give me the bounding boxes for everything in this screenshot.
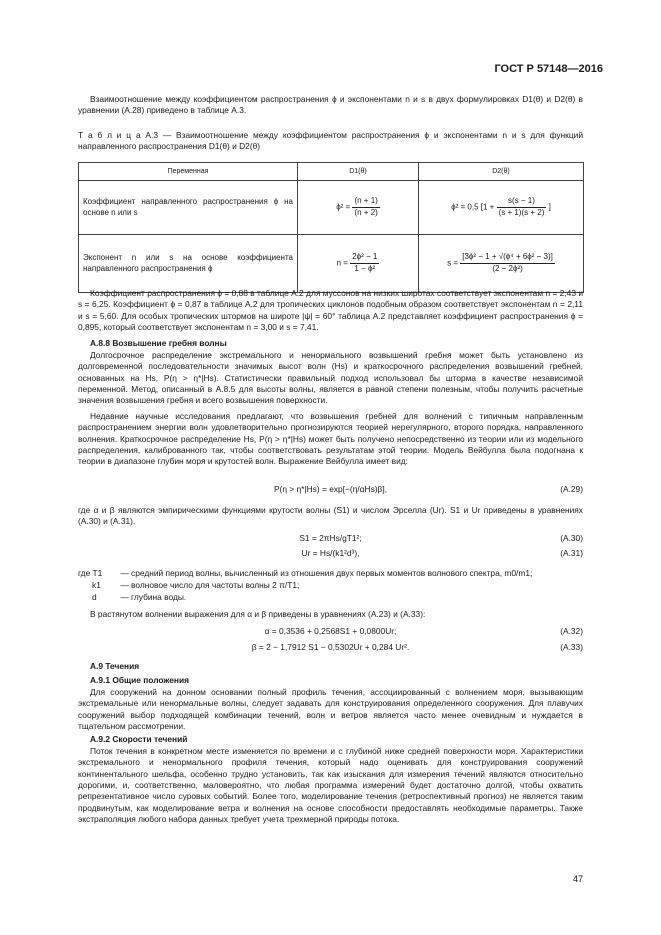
equation-formula: Ur = Hs/(k1²d³), xyxy=(301,548,360,558)
equation-formula: α = 0,3536 + 0,2568S1 + 0,0800Ur; xyxy=(264,626,397,636)
paragraph-a88-2: Недавние научные исследования предлагают, что возвышения гребней для волнений с типичным направленным распространением энергии волн удовлетворительно прогнозируются теорией нерегулярного, второго порядка, направленного волнения. Краткосрочное распределение Hs, P(η > η*|Hs) может быть получено непосредственно из теории или из модельного распределения, калиброванного так, чтобы соответствовать результатам этой теории. Модель Вейбулла была подогнана к теории в диапазоне глубин моря и крутостей волн. Выражение Вейбулла имеет вид: xyxy=(78,411,583,467)
denominator: (s + 1)(s + 2) xyxy=(498,208,545,217)
paragraph-a92: Поток течения в конкретном месте изменяется по времени и с глубиной ниже средней поверхности моря. Характеристики экстремального и ненормального профиля течения, который надо оценивать для конструирования сооружений континентального шельфа, особенно трудно установить, так как изыскания для измерения течений являются относительно дорогими, и, соответственно, маловероятно, что любая программа измерений будет достаточно долгой, чтобы охватить репрезентативное число суровых событий. Более того, моделирование течения (ретроспективный прогноз) не является таким продвинутым, как моделирование ветра и волнения на основе способности предоставлять необходимые параметры. Также экстраполяция любого набора данных требует учета трехмерной природы потока. xyxy=(78,746,583,825)
numerator: 2ϕ² − 1 xyxy=(350,252,379,264)
formula-lhs: s = xyxy=(447,258,459,268)
section-a91-heading: А.9.1 Общие положения xyxy=(90,675,189,685)
equation-formula: β = 2 − 1,7912 S1 − 0,5302Ur + 0,284 Ur². xyxy=(251,642,410,652)
equation-a29 xyxy=(78,484,583,496)
equation-a31 xyxy=(78,548,583,560)
definition-text: — средний период волны, вычисленный из отношения двух первых моментов волнового спектра, m0/m1; xyxy=(120,568,533,578)
table-caption: Т а б л и ц а А.3 — Взаимоотношение между коэффициентом распространения ϕ и экспонентами n и s для функций направленного распространения D1(θ) и D2(θ) xyxy=(78,130,583,152)
section-a9-heading: А.9 Течения xyxy=(90,661,140,671)
document-id: ГОСТ Р 57148—2016 xyxy=(494,63,603,75)
page-number: 47 xyxy=(572,874,583,884)
row-label: Коэффициент направленного распространения ϕ на основе n или s xyxy=(79,181,298,235)
row-label: Экспонент n или s на основе коэффициента направленного распространения ϕ xyxy=(79,235,298,293)
header-variable: Переменная xyxy=(79,163,298,181)
equation-number: (А.32) xyxy=(560,626,583,636)
definition-row xyxy=(92,592,597,603)
formula-d2: ϕ² = 0,5 [1 + $\frac{s(s - 1)}{(s + 1)(s + 2)}$ ] xyxy=(419,181,584,235)
definition-symbol: k1 xyxy=(92,580,101,590)
denominator: 1 − ϕ² xyxy=(354,264,376,273)
coefficient-paragraph: Коэффициент распространения ϕ = 0,88 в таблице А.2 для муссонов на низких широтах соответствует экспонентам n = 2,43 и s = 6,25. Коэффициент ϕ = 0,87 в таблице А.2 для тропических циклонов подобным образом соответствует экспонентам n = 2,11 и s = 5,60. Для особых тропических штормов на широте |ψ| = 60° таблица А.2 представляет коэффициент распространения ϕ = 0,895, который соответствует экспонентам n = 3,00 и s = 7,41. xyxy=(78,288,583,333)
where-paragraph: где α и β являются эмпирическими функциями крутости волны (S1) и числом Эрселла (Ur). S1 и Ur приведены в уравнениях (А.30) и (А.31). xyxy=(78,505,583,527)
formula-d1 xyxy=(298,235,419,293)
equation-a33 xyxy=(78,642,583,654)
stretched-wave-paragraph: В растянутом волнении выражения для α и β приведены в уравнениях (А.23) и (А.33): xyxy=(90,609,426,619)
fraction xyxy=(352,196,379,219)
definition-symbol: d xyxy=(92,592,97,602)
denominator: (n + 2) xyxy=(354,208,378,217)
paragraph-a88-1: Долгосрочное распределение экстремального и ненормального возвышений гребня может быть установлено из долговременной последовательности значимых высот волн (Hs) и краткосрочного распределения возвышений гребней, основанных на Hs, P(η > η*|Hs). Статистически правильный подход использовал бы шторма в качестве независимой переменной. Метод, описанный в А.8.5 для высоты волны, является в равной степени полезным, чтобы получить расчетные значения возвышения гребня и всего возвышения поверхности. xyxy=(78,350,583,406)
numerator: s(s − 1) xyxy=(497,196,547,208)
fraction xyxy=(497,196,547,219)
equation-number: (А.31) xyxy=(560,548,583,558)
definition-text: — глубина воды. xyxy=(120,592,187,602)
equation-formula: P(η > η*|Hs) = exp[−(η/αHs)β], xyxy=(273,484,388,494)
formula-d2 xyxy=(419,235,584,293)
table-header-row xyxy=(79,163,584,181)
definition-row xyxy=(78,568,583,579)
header-d2: D2(θ) xyxy=(419,163,584,181)
numerator: [3ϕ² − 1 + √(ϕ⁴ + 6ϕ² − 3)] xyxy=(460,252,555,264)
equation-a32 xyxy=(78,626,583,638)
denominator: (2 − 2ϕ²) xyxy=(492,264,523,273)
table-row xyxy=(79,235,584,293)
definition-text: — волновое число для частоты волны 2 π/T1; xyxy=(120,580,300,590)
intro-paragraph: Взаимоотношение между коэффициентом распространения ϕ и экспонентами n и s в двух формулировках D1(θ) и D2(θ) в уравнении (А.28) приведено в таблице А.3. xyxy=(78,94,583,116)
section-a88-heading: А.8.8 Возвышение гребня волны xyxy=(90,338,227,348)
formula-lhs: n = xyxy=(336,258,348,268)
fraction xyxy=(350,252,379,275)
table-row xyxy=(79,181,584,235)
fraction xyxy=(460,252,555,275)
paragraph-a91: Для сооружений на донном основании полный профиль течения, ассоциированный с волнением моря, вызывающим экстремальные или ненормальные волны, следует задавать для конструирования определенного сооружения. Для плавучих сооружений выбор подходящей комбинации течений, волн и ветров является часто менее очевидным и нуждается в тщательном рассмотрении. xyxy=(78,687,583,732)
equation-formula: S1 = 2πHs/gT1²; xyxy=(299,533,362,543)
definition-symbol: где T1 xyxy=(78,568,103,578)
equation-number: (А.33) xyxy=(560,642,583,652)
equation-number: (А.30) xyxy=(560,533,583,543)
formula-d1 xyxy=(298,181,419,235)
equation-a30 xyxy=(78,533,583,545)
formula-lhs: ϕ² = xyxy=(336,202,351,212)
table-a3 xyxy=(78,162,584,293)
numerator: (n + 1) xyxy=(352,196,379,208)
formula-lhs: ϕ² = 0,5 xyxy=(451,202,479,212)
header-d1: D1(θ) xyxy=(298,163,419,181)
definition-row xyxy=(92,580,597,591)
equation-number: (А.29) xyxy=(560,484,583,494)
section-a92-heading: А.9.2 Скорости течений xyxy=(90,734,188,744)
